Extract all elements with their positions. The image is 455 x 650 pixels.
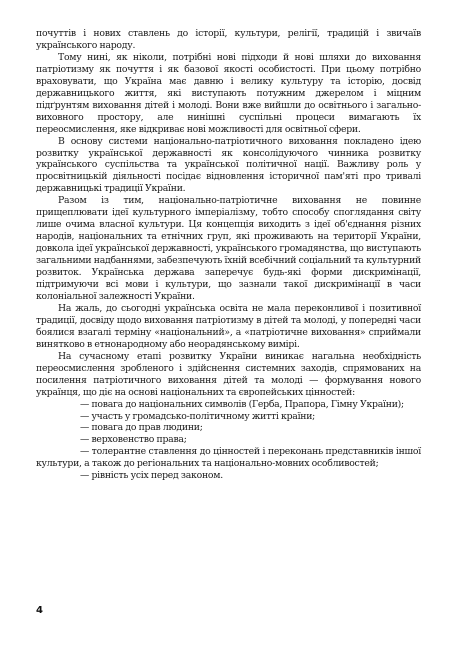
paragraph: В основу системи національно-патріотичного виховання покладено ідею розвитку української державності як консолідуючого чинника розвитку українського суспільства та української політичної нації. Важливу роль у просвітницькій діяльності посідає відновлення історичної пам'яті про тривалі державницькі традиції України. — [36, 135, 421, 195]
list-item: — рівність усіх перед законом. — [80, 470, 223, 482]
paragraph: почуттів і нових ставлень до історії, культури, релігії, традицій і звичаїв українського народу. — [36, 28, 421, 51]
paragraph: На сучасному етапі розвитку України виникає нагальна необхідність переосмислення зробленого і здійснення системних заходів, спрямованих на посилення патріотичного виховання дітей та молоді — формування нового українця, що діє на основі національних та європейських цінностей: — [36, 350, 421, 398]
list-item: — участь у громадсько-політичному житті країни; — [80, 410, 316, 422]
list-item: — верховенство права; — [80, 434, 187, 446]
list-item: — толерантне ставлення до цінностей і переконань представників іншої культури, а також до регіональних та національно-мовних особливостей; — [36, 446, 421, 470]
list-item: — повага до національних символів (Герба, Прапора, Гімну України); — [80, 398, 404, 410]
paragraph: Тому нині, як ніколи, потрібні нові підходи й нові шляхи до виховання патріотизму як почуття і як базової якості особистості. При цьому потрібно враховувати, що Україна має давню і велику культуру та історію, досвід державницького життя, які виступають потужним джерелом і міцним підґрунтям виховання дітей і молоді. Вони вже вийшли до освітнього і загально-виховного простору, але нинішні суспільні процеси вимагають їх переосмислення, яке відкриває нові можливості для освітньої сфери. — [36, 51, 421, 135]
page-number: 4 — [36, 605, 43, 616]
list-item: — повага до прав людини; — [80, 422, 203, 434]
paragraph: Разом із тим, національно-патріотичне виховання не повинне прищеплювати ідеї культурного імперіалізму, тобто способу споглядання світу лише очима власної культури. Ця концепція виходить з ідеї об'єднання різних народів, національних та етнічних груп, які проживають на території України, довкола ідеї української державності, українського громадянства, що виступають загальними надбаннями, забезпечують їхній всебічний соціальний та культурний розвиток. Українська держава заперечує будь-які форми дискримінації, підтримуючи всі мови і культури, що зазнали такої дискримінації в часи колоніальної залежності України. — [36, 195, 421, 302]
page-body — [36, 28, 421, 482]
paragraph: На жаль, до сьогодні українська освіта не мала переконливої і позитивної традиції, досвіду щодо виховання патріотизму в дітей та молоді, у попередні часи боялися взагалі терміну «національний», а «патріотичне виховання» сприймали винятково в етнонародному або неорадянському вимірі. — [36, 302, 421, 350]
